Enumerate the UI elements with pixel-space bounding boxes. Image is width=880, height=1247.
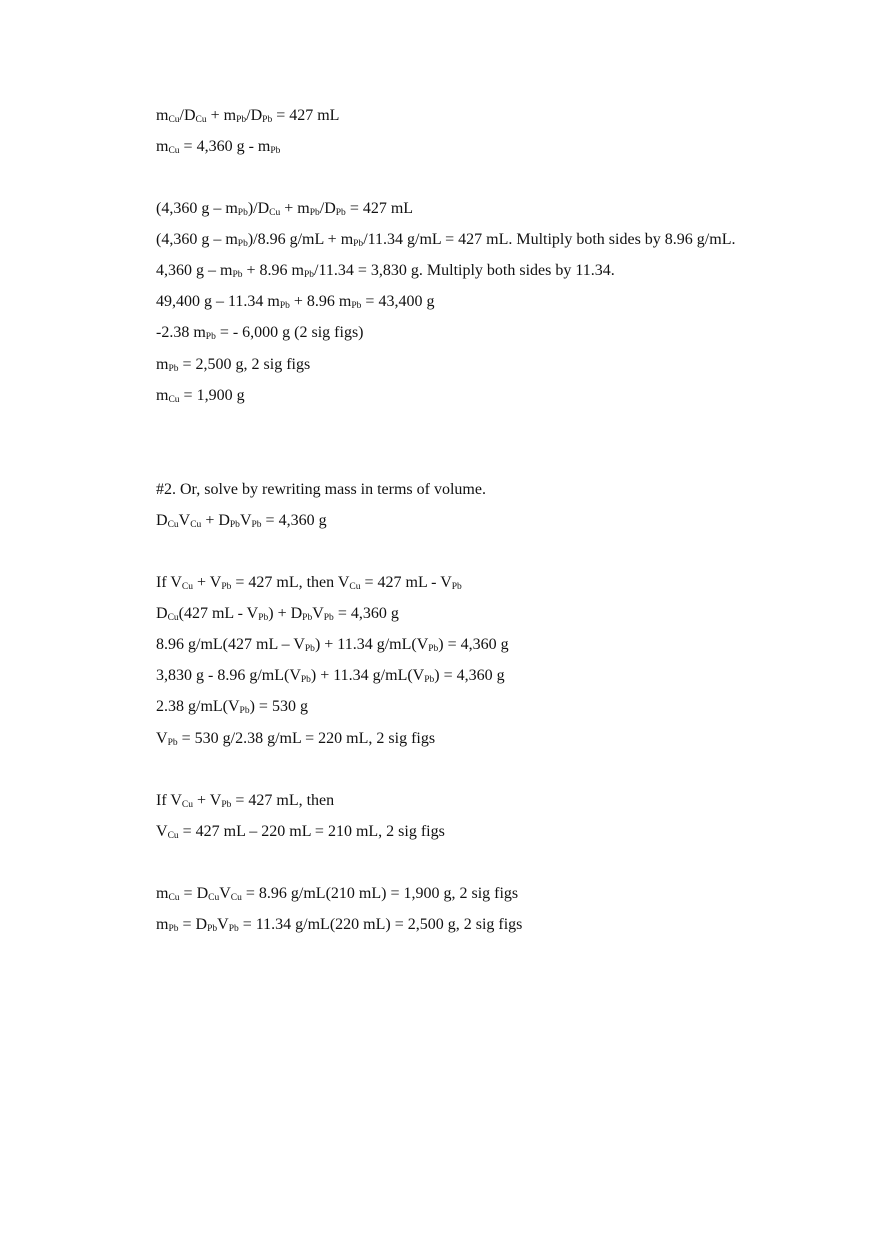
equation-text: /D [179,107,196,124]
subscript: Pb [236,115,247,125]
equation-text: + 8.96 m [289,293,352,310]
equation-text: + V [193,792,222,809]
subscript: Pb [232,270,243,280]
subscript: Pb [251,520,262,530]
equation-text: V [239,512,252,529]
subscript: Cu [208,893,220,903]
subscript: Cu [181,800,194,810]
equation-line [156,137,280,157]
equation-text: (4,360 g – m [156,231,238,248]
equation-text: 49,400 g – 11.34 m [156,293,280,310]
equation-text: 2.38 g/mL(V [156,698,240,715]
equation-text: 3,830 g - 8.96 g/mL(V [156,667,301,684]
equation-text: = 427 mL, then V [231,574,350,591]
subscript: Cu [230,893,242,903]
subscript: Pb [237,208,248,218]
equation-text: V [312,605,324,622]
equation-text: V [178,512,191,529]
equation-line [156,697,308,717]
subscript: Cu [168,395,180,405]
equation-line [156,635,509,655]
equation-line [156,573,462,593]
equation-text: /D [319,200,336,217]
equation-line [156,791,334,811]
equation-text: = - 6,000 g (2 sig figs) [215,324,364,341]
subscript: Pb [353,239,364,249]
equation-text: ) = 4,360 g [434,667,505,684]
equation-text: = 530 g/2.38 g/mL = 220 mL, 2 sig figs [177,730,436,747]
equation-line [156,604,399,624]
equation-text: = 11.34 g/mL(220 mL) = 2,500 g, 2 sig figs [238,916,523,933]
equation-text: = 4,360 g [261,512,327,529]
subscript: Pb [351,301,362,311]
subscript: Cu [168,115,180,125]
equation-line [156,199,413,219]
subscript: Pb [207,924,218,934]
equation-text: ) = 530 g [249,698,308,715]
equation-text: m [156,916,169,933]
equation-text: V [156,823,168,840]
equation-line [156,915,522,935]
equation-text: = 427 mL – 220 mL = 210 mL, 2 sig figs [178,823,445,840]
equation-text: m [156,107,169,124]
equation-line [156,106,339,126]
subscript: Pb [300,675,311,685]
subscript: Cu [168,146,180,156]
subscript: Cu [167,831,179,841]
subscript: Pb [229,520,240,530]
subscript: Pb [262,115,273,125]
equation-text: m [156,387,169,404]
equation-line [156,230,735,250]
subscript: Pb [279,301,290,311]
equation-line [156,884,518,904]
equation-line [156,355,310,375]
equation-text: (4,360 g – m [156,200,238,217]
subscript: Pb [309,208,320,218]
equation-text: 4,360 g – m [156,262,233,279]
equation-line [156,292,434,312]
subscript: Cu [167,520,179,530]
equation-text: ) + D [268,605,303,622]
equation-text: + m [206,107,237,124]
equation-text: V [156,730,168,747]
equation-text: = 4,360 g - m [179,138,271,155]
subscript: Pb [205,332,216,342]
equation-text: /D [246,107,263,124]
equation-text: -2.38 m [156,324,206,341]
subscript: Pb [167,738,178,748]
equation-text: )/8.96 g/mL + m [247,231,354,248]
subscript: Pb [270,146,281,156]
equation-text: /11.34 g/mL = 427 mL. Multiply both sides by 8.96 g/mL. [363,231,736,248]
equation-text: (427 mL - V [178,605,259,622]
subscript: Cu [190,520,202,530]
equation-line [156,666,505,686]
equation-text: = 427 mL [345,200,414,217]
equation-text: m [156,885,169,902]
subscript: Cu [269,208,281,218]
subscript: Pb [221,582,232,592]
equation-text: = 4,360 g [333,605,399,622]
equation-text: D [156,512,168,529]
subscript: Pb [168,924,179,934]
subscript: Pb [221,800,232,810]
equation-text: = 1,900 g [179,387,245,404]
subscript: Pb [239,706,250,716]
equation-line [156,323,364,343]
subscript: Cu [181,582,194,592]
subscript: Cu [168,893,180,903]
equation-text: V [217,916,229,933]
equation-line [156,386,245,406]
subscript: Pb [304,644,315,654]
equation-text: = D [179,885,209,902]
equation-text: + 8.96 m [242,262,304,279]
equation-text: If V [156,792,182,809]
equation-line [156,729,435,749]
subscript: Pb [323,613,334,623]
equation-text: )/D [247,200,270,217]
subscript: Pb [237,239,248,249]
equation-text: + m [280,200,310,217]
subscript: Cu [167,613,179,623]
subscript: Pb [451,582,462,592]
subscript: Pb [335,208,346,218]
subscript: Pb [303,270,315,280]
subscript: Pb [228,924,239,934]
equation-text: + D [201,512,230,529]
equation-text: = 427 mL [272,107,340,124]
subscript: Pb [168,364,179,374]
equation-text: ) = 4,360 g [438,636,509,653]
equation-line [156,261,615,281]
equation-text: ) + 11.34 g/mL(V [314,636,429,653]
subscript: Pb [428,644,439,654]
equation-text: V [219,885,231,902]
subscript: Cu [349,582,361,592]
equation-text: /11.34 = 3,830 g. Multiply both sides by 11.34. [314,262,615,279]
equation-text: + V [193,574,222,591]
equation-text: = D [178,916,208,933]
equation-text: = 427 mL, then [231,792,335,809]
equation-line [156,822,445,842]
subscript: Pb [258,613,269,623]
equation-text: = 8.96 g/mL(210 mL) = 1,900 g, 2 sig figs [241,885,519,902]
equation-text: = 2,500 g, 2 sig figs [178,356,311,373]
equation-text: D [156,605,168,622]
equation-text: m [156,356,169,373]
subscript: Cu [195,115,207,125]
equation-text: If V [156,574,182,591]
section-heading: #2. Or, solve by rewriting mass in terms of volume. [156,481,486,498]
subscript: Pb [424,675,435,685]
equation-text: 8.96 g/mL(427 mL – V [156,636,305,653]
subscript: Pb [302,613,313,623]
equation-text: = 43,400 g [361,293,435,310]
equation-text: ) + 11.34 g/mL(V [310,667,425,684]
equation-line [156,511,327,531]
equation-text: m [156,138,169,155]
equation-text: = 427 mL - V [360,574,452,591]
